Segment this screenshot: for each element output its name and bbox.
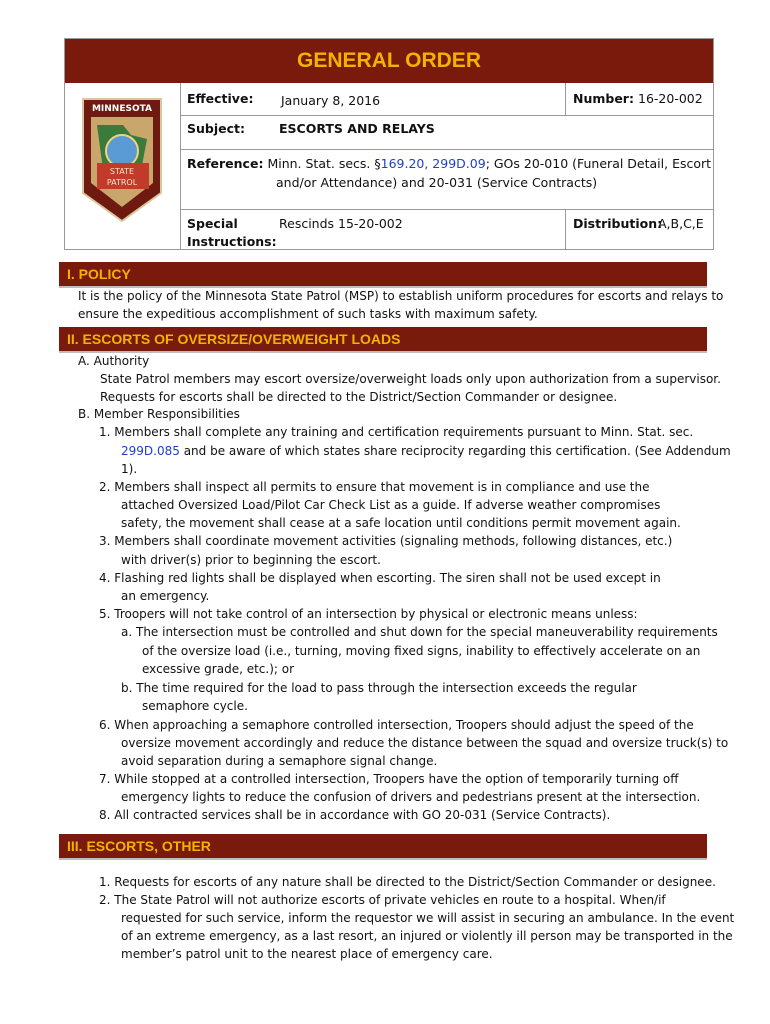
divider [180,115,714,116]
section-title-other: III. ESCORTS, OTHER [67,838,211,854]
list-item-continued: safety, the movement shall cease at a safe location until conditions permit movement again. [121,516,681,530]
reference-suffix: ; GOs 20-010 (Funeral Detail, Escort [485,156,712,171]
list-item: 2. Members shall inspect all permits to ensure that movement is in compliance and use the [99,480,650,494]
list-item-continued: of an extreme emergency, as a last resort, an injured or violently ill person may be transported in the [121,929,733,943]
policy-text: ensure the expeditious accomplishment of such tasks with maximum safety. [78,307,538,321]
distribution-value: A,B,C,E [658,216,704,231]
reference-statute-links[interactable]: 169.20, 299D.09 [380,156,486,171]
list-item: 1. Members shall complete any training and certification requirements pursuant to Minn. Stat. sec. [99,425,694,439]
reference-line-2: and/or Attendance) and 20-031 (Service Contracts) [276,175,598,190]
sub-list-item-continued: of the oversize load (i.e., turning, moving fixed signs, inability to effectively accelerate on an [142,644,701,658]
subject-label: Subject: [187,121,245,136]
page-title: GENERAL ORDER [65,39,713,83]
effective-label: Effective: [187,91,254,106]
list-item-continued: an emergency. [121,589,210,603]
logo-mid-text-1: STATE [109,167,135,176]
general-order-header [64,38,714,250]
list-item-continued: 1). [121,462,138,476]
list-item-continued [121,444,731,458]
list-item-text: and be aware of which states share reciprocity regarding this certification. (See Addendum [179,444,731,458]
paragraph-line: State Patrol members may escort oversize/overweight loads only upon authorization from a supervisor. [100,372,721,386]
subsection-heading: B. Member Responsibilities [78,407,240,421]
state-patrol-badge-icon [79,95,165,225]
divider [180,149,714,150]
list-item: 6. When approaching a semaphore controlled intersection, Troopers should adjust the speed of the [99,718,694,732]
logo-cell [65,83,180,249]
sub-list-item: a. The intersection must be controlled and shut down for the special maneuverability requirements [121,625,718,639]
special-instructions-value: Rescinds 15-20-002 [279,216,403,231]
list-item: 8. All contracted services shall be in accordance with GO 20-031 (Service Contracts). [99,808,611,822]
section-bar-policy [59,262,707,288]
list-item: 7. While stopped at a controlled intersection, Troopers have the option of temporarily turning off [99,772,679,786]
list-item-continued: emergency lights to reduce the confusion of drivers and pedestrians present at the intersection. [121,790,701,804]
logo-mid-text-2: PATROL [106,178,138,187]
list-item: 1. Requests for escorts of any nature shall be directed to the District/Section Commander or designee. [99,875,716,889]
list-item: 5. Troopers will not take control of an intersection by physical or electronic means unless: [99,607,638,621]
effective-value: January 8, 2016 [281,93,381,108]
sub-list-item-continued: semaphore cycle. [142,699,248,713]
list-item-continued: member’s patrol unit to the nearest place of emergency care. [121,947,493,961]
logo-top-text: MINNESOTA [91,104,153,114]
reference-label: Reference: [187,156,264,171]
divider [565,83,566,115]
list-item-continued: avoid separation during a semaphore signal change. [121,754,438,768]
list-item-continued: requested for such service, inform the requestor we will assist in securing an ambulance. In the event [121,911,735,925]
list-item-continued: with driver(s) prior to beginning the escort. [121,553,381,567]
distribution-label: Distribution: [573,216,663,231]
section-bar-oversize [59,327,707,353]
reference-line-1 [187,156,711,171]
sub-list-item: b. The time required for the load to pass through the intersection exceeds the regular [121,681,637,695]
paragraph-line: Requests for escorts shall be directed to the District/Section Commander or designee. [100,390,618,404]
sub-list-item-continued: excessive grade, etc.); or [142,662,295,676]
list-item-continued: attached Oversized Load/Pilot Car Check List as a guide. If adverse weather compromises [121,498,661,512]
subsection-heading: A. Authority [78,354,150,368]
section-title-policy: I. POLICY [67,266,131,282]
reference-prefix: Minn. Stat. secs. § [267,156,381,171]
list-item-continued: oversize movement accordingly and reduce the distance between the squad and oversize truck(s) to [121,736,729,750]
divider [565,209,566,249]
policy-text: It is the policy of the Minnesota State Patrol (MSP) to establish uniform procedures for escorts and relays to [78,289,724,303]
subject-value: ESCORTS AND RELAYS [279,121,435,136]
list-item: 3. Members shall coordinate movement activities (signaling methods, following distances, etc.) [99,534,673,548]
special-label-2: Instructions: [187,234,277,249]
divider [180,209,714,210]
statute-link[interactable]: 299D.085 [121,444,180,458]
list-item: 2. The State Patrol will not authorize escorts of private vehicles en route to a hospital. When/if [99,893,666,907]
section-title-oversize: II. ESCORTS OF OVERSIZE/OVERWEIGHT LOADS [67,331,401,347]
section-bar-other [59,834,707,860]
special-label-1: Special [187,216,238,231]
divider [180,83,181,249]
list-item: 4. Flashing red lights shall be displayed when escorting. The siren shall not be used except in [99,571,661,585]
number-value: 16-20-002 [638,91,703,106]
number-label: Number: [573,91,634,106]
